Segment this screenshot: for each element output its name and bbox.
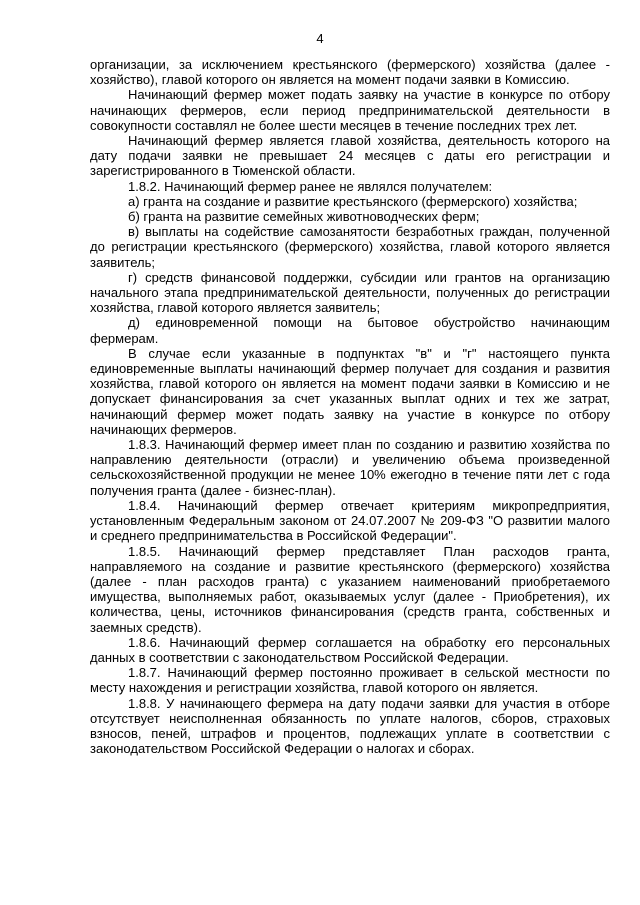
paragraph: 1.8.2. Начинающий фермер ранее не являлся получателем:: [128, 178, 493, 194]
paragraph: организации, за исключением крестьянского (фермерского) хозяйства (далее - хозяйство), главой которого он является на момент подачи заявки в Комиссию.: [90, 57, 610, 88]
list-item: в) выплаты на содействие самозанятости безработных граждан, полученной до регистрации крестьянского (фермерского) хозяйства, главой которого является заявитель;: [90, 224, 610, 270]
paragraph: В случае если указанные в подпунктах "в" и "г" настоящего пункта единовременные выплаты начинающий фермер получает для создания и развития хозяйства, главой которого он является на момент подачи заявки в Комиссию и не допускает финансирования за счет указанных выплат одних и тех же затрат, начинающий фермер может подать заявку на участие в конкурсе по отбору начинающих фермеров.: [90, 345, 610, 437]
list-item: д) единовременной помощи на бытовое обустройство начинающим фермерам.: [90, 315, 610, 346]
document-body: [90, 57, 610, 756]
paragraph: 1.8.4. Начинающий фермер отвечает критериям микропредприятия, установленным Федеральным законом от 24.07.2007 № 209-ФЗ "О развитии малого и среднего предпринимательства в Российской Федерации".: [90, 497, 610, 544]
paragraph: 1.8.3. Начинающий фермер имеет план по созданию и развитию хозяйства по направлению деятельности (отрасли) и увеличению объема произведенной сельскохозяйственной продукции не менее 10% ежегодно в течение пяти лет с года получения гранта (далее - бизнес-план).: [90, 437, 610, 498]
paragraph: Начинающий фермер является главой хозяйства, деятельность которого на дату подачи заявки не превышает 24 месяцев с даты его регистрации и зарегистрированного в Тюменской области.: [90, 133, 610, 179]
list-item: г) средств финансовой поддержки, субсидии или грантов на организацию начального этапа предпринимательской деятельности, полученных до регистрации хозяйства, главой которого является заявитель;: [90, 269, 610, 316]
paragraph: 1.8.5. Начинающий фермер представляет План расходов гранта, направляемого на создание и развитие крестьянского (фермерского) хозяйства (далее - план расходов гранта) с указанием наименований приобретаемого имущества, выполняемых работ, оказываемых услуг (далее - Приобретения), их количества, цены, источников финансирования (средств гранта, собственных и заемных средств).: [90, 543, 610, 635]
paragraph: 1.8.6. Начинающий фермер соглашается на обработку его персональных данных в соответствии с законодательством Российской Федерации.: [90, 634, 610, 665]
paragraph: Начинающий фермер может подать заявку на участие в конкурсе по отбору начинающих фермеров, если период предпринимательской деятельности в совокупности составлял не более шести месяцев в течение последних трех лет.: [90, 87, 610, 133]
page-number: 4: [316, 31, 324, 46]
list-item: а) гранта на создание и развитие крестьянского (фермерского) хозяйства;: [128, 193, 578, 209]
list-item: б) гранта на развитие семейных животноводческих ферм;: [128, 209, 480, 225]
paragraph: 1.8.8. У начинающего фермера на дату подачи заявки для участия в отборе отсутствует неисполненная обязанность по уплате налогов, сборов, страховых взносов, пеней, штрафов и процентов, подлежащих уплате в соответствии с законодательством Российской Федерации о налогах и сборах.: [90, 695, 610, 757]
paragraph: 1.8.7. Начинающий фермер постоянно проживает в сельской местности по месту нахождения и регистрации хозяйства, главой которого он является.: [90, 665, 610, 696]
